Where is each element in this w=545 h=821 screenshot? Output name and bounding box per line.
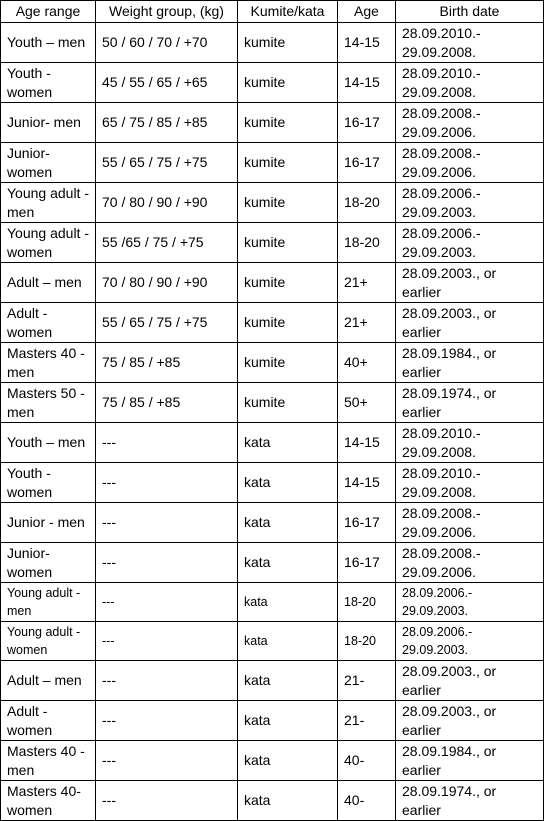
table-row — [1, 23, 544, 63]
cell-kumite-kata: kumite — [238, 103, 338, 143]
cell-kumite-kata: kata — [238, 622, 338, 661]
cell-age-range: Junior- women — [1, 143, 96, 183]
cell-age: 16-17 — [338, 143, 396, 183]
cell-age-range: Young adult - women — [1, 223, 96, 263]
cell-kumite-kata: kata — [238, 463, 338, 503]
cell-birth-date: 28.09.2003., or earlier — [396, 661, 544, 701]
table-row — [1, 463, 544, 503]
cell-age-range: Junior - men — [1, 503, 96, 543]
cell-age-range: Adult - women — [1, 303, 96, 343]
cell-age-range: Youth – men — [1, 423, 96, 463]
table-row — [1, 183, 544, 223]
cell-kumite-kata: kata — [238, 583, 338, 622]
cell-weight-group: --- — [96, 423, 238, 463]
cell-weight-group: 70 / 80 / 90 / +90 — [96, 263, 238, 303]
table-header — [1, 1, 544, 23]
cell-kumite-kata: kata — [238, 423, 338, 463]
cell-age-range: Youth - women — [1, 63, 96, 103]
table-row — [1, 543, 544, 583]
cell-age: 40- — [338, 781, 396, 821]
cell-age: 16-17 — [338, 543, 396, 583]
cell-kumite-kata: kata — [238, 661, 338, 701]
cell-weight-group: 70 / 80 / 90 / +90 — [96, 183, 238, 223]
cell-age: 14-15 — [338, 423, 396, 463]
cell-weight-group: 55 / 65 / 75 / +75 — [96, 303, 238, 343]
cell-weight-group: 75 / 85 / +85 — [96, 343, 238, 383]
cell-age-range: Adult – men — [1, 661, 96, 701]
cell-age: 21+ — [338, 303, 396, 343]
cell-weight-group: --- — [96, 543, 238, 583]
table-row — [1, 343, 544, 383]
cell-birth-date: 28.09.1974., or earlier — [396, 383, 544, 423]
cell-weight-group: --- — [96, 622, 238, 661]
table-row — [1, 143, 544, 183]
cell-birth-date: 28.09.2003., or earlier — [396, 303, 544, 343]
cell-birth-date: 28.09.2003., or earlier — [396, 701, 544, 741]
table-row — [1, 63, 544, 103]
cell-weight-group: 65 / 75 / 85 / +85 — [96, 103, 238, 143]
table-row — [1, 423, 544, 463]
cell-kumite-kata: kata — [238, 701, 338, 741]
header-kumite-kata: Kumite/kata — [238, 1, 338, 23]
cell-kumite-kata: kata — [238, 543, 338, 583]
table-row — [1, 383, 544, 423]
cell-birth-date: 28.09.2006.- 29.09.2003. — [396, 583, 544, 622]
cell-kumite-kata: kumite — [238, 143, 338, 183]
cell-age-range: Youth – men — [1, 23, 96, 63]
cell-weight-group: 55 /65 / 75 / +75 — [96, 223, 238, 263]
header-birth-date: Birth date — [396, 1, 544, 23]
cell-age: 14-15 — [338, 463, 396, 503]
cell-kumite-kata: kumite — [238, 183, 338, 223]
cell-weight-group: --- — [96, 661, 238, 701]
cell-age-range: Masters 40 - men — [1, 741, 96, 781]
table-body — [1, 23, 544, 821]
table-row — [1, 503, 544, 543]
cell-birth-date: 28.09.2010.- 29.09.2008. — [396, 63, 544, 103]
table-row — [1, 701, 544, 741]
cell-age: 14-15 — [338, 23, 396, 63]
cell-birth-date: 28.09.2008.- 29.09.2006. — [396, 543, 544, 583]
table-row — [1, 303, 544, 343]
cell-birth-date: 28.09.2006.- 29.09.2003. — [396, 183, 544, 223]
cell-kumite-kata: kumite — [238, 303, 338, 343]
table-row — [1, 741, 544, 781]
cell-birth-date: 28.09.1974., or earlier — [396, 781, 544, 821]
cell-age: 16-17 — [338, 103, 396, 143]
cell-age-range: Youth - women — [1, 463, 96, 503]
cell-age: 14-15 — [338, 63, 396, 103]
cell-kumite-kata: kata — [238, 781, 338, 821]
cell-birth-date: 28.09.1984., or earlier — [396, 741, 544, 781]
cell-birth-date: 28.09.2010.- 29.09.2008. — [396, 463, 544, 503]
cell-age: 21- — [338, 701, 396, 741]
cell-age-range: Masters 50 - men — [1, 383, 96, 423]
cell-age: 21- — [338, 661, 396, 701]
cell-age-range: Masters 40- women — [1, 781, 96, 821]
table-row — [1, 622, 544, 661]
cell-age-range: Adult – men — [1, 263, 96, 303]
cell-age-range: Young adult - women — [1, 622, 96, 661]
cell-age: 18-20 — [338, 223, 396, 263]
cell-weight-group: --- — [96, 781, 238, 821]
cell-kumite-kata: kumite — [238, 223, 338, 263]
cell-kumite-kata: kumite — [238, 23, 338, 63]
cell-age-range: Young adult - men — [1, 583, 96, 622]
cell-age-range: Adult - women — [1, 701, 96, 741]
cell-birth-date: 28.09.2006.- 29.09.2003. — [396, 622, 544, 661]
cell-birth-date: 28.09.2008.- 29.09.2006. — [396, 103, 544, 143]
cell-weight-group: 50 / 60 / 70 / +70 — [96, 23, 238, 63]
header-age: Age — [338, 1, 396, 23]
cell-kumite-kata: kata — [238, 503, 338, 543]
cell-age: 40- — [338, 741, 396, 781]
cell-weight-group: 55 / 65 / 75 / +75 — [96, 143, 238, 183]
cell-age-range: Junior- men — [1, 103, 96, 143]
cell-birth-date: 28.09.2008.- 29.09.2006. — [396, 503, 544, 543]
cell-weight-group: --- — [96, 503, 238, 543]
header-row — [1, 1, 544, 23]
cell-kumite-kata: kumite — [238, 383, 338, 423]
cell-age: 40+ — [338, 343, 396, 383]
cell-kumite-kata: kumite — [238, 343, 338, 383]
table-row — [1, 781, 544, 821]
cell-age: 18-20 — [338, 183, 396, 223]
header-age-range: Age range — [1, 1, 96, 23]
header-weight-group: Weight group, (kg) — [96, 1, 238, 23]
cell-weight-group: 75 / 85 / +85 — [96, 383, 238, 423]
cell-birth-date: 28.09.1984., or earlier — [396, 343, 544, 383]
cell-birth-date: 28.09.2008.- 29.09.2006. — [396, 143, 544, 183]
cell-age-range: Masters 40 - men — [1, 343, 96, 383]
cell-age: 21+ — [338, 263, 396, 303]
table-row — [1, 263, 544, 303]
cell-weight-group: --- — [96, 583, 238, 622]
cell-weight-group: --- — [96, 701, 238, 741]
cell-birth-date: 28.09.2006.- 29.09.2003. — [396, 223, 544, 263]
cell-age: 18-20 — [338, 622, 396, 661]
cell-kumite-kata: kumite — [238, 263, 338, 303]
table-row — [1, 661, 544, 701]
cell-kumite-kata: kumite — [238, 63, 338, 103]
cell-birth-date: 28.09.2010.- 29.09.2008. — [396, 423, 544, 463]
cell-age: 50+ — [338, 383, 396, 423]
cell-age: 16-17 — [338, 503, 396, 543]
cell-kumite-kata: kata — [238, 741, 338, 781]
cell-weight-group: 45 / 55 / 65 / +65 — [96, 63, 238, 103]
cell-age-range: Young adult - men — [1, 183, 96, 223]
cell-birth-date: 28.09.2010.- 29.09.2008. — [396, 23, 544, 63]
table-row — [1, 103, 544, 143]
cell-weight-group: --- — [96, 463, 238, 503]
table-row — [1, 583, 544, 622]
cell-age: 18-20 — [338, 583, 396, 622]
table-row — [1, 223, 544, 263]
cell-birth-date: 28.09.2003., or earlier — [396, 263, 544, 303]
cell-age-range: Junior- women — [1, 543, 96, 583]
cell-weight-group: --- — [96, 741, 238, 781]
